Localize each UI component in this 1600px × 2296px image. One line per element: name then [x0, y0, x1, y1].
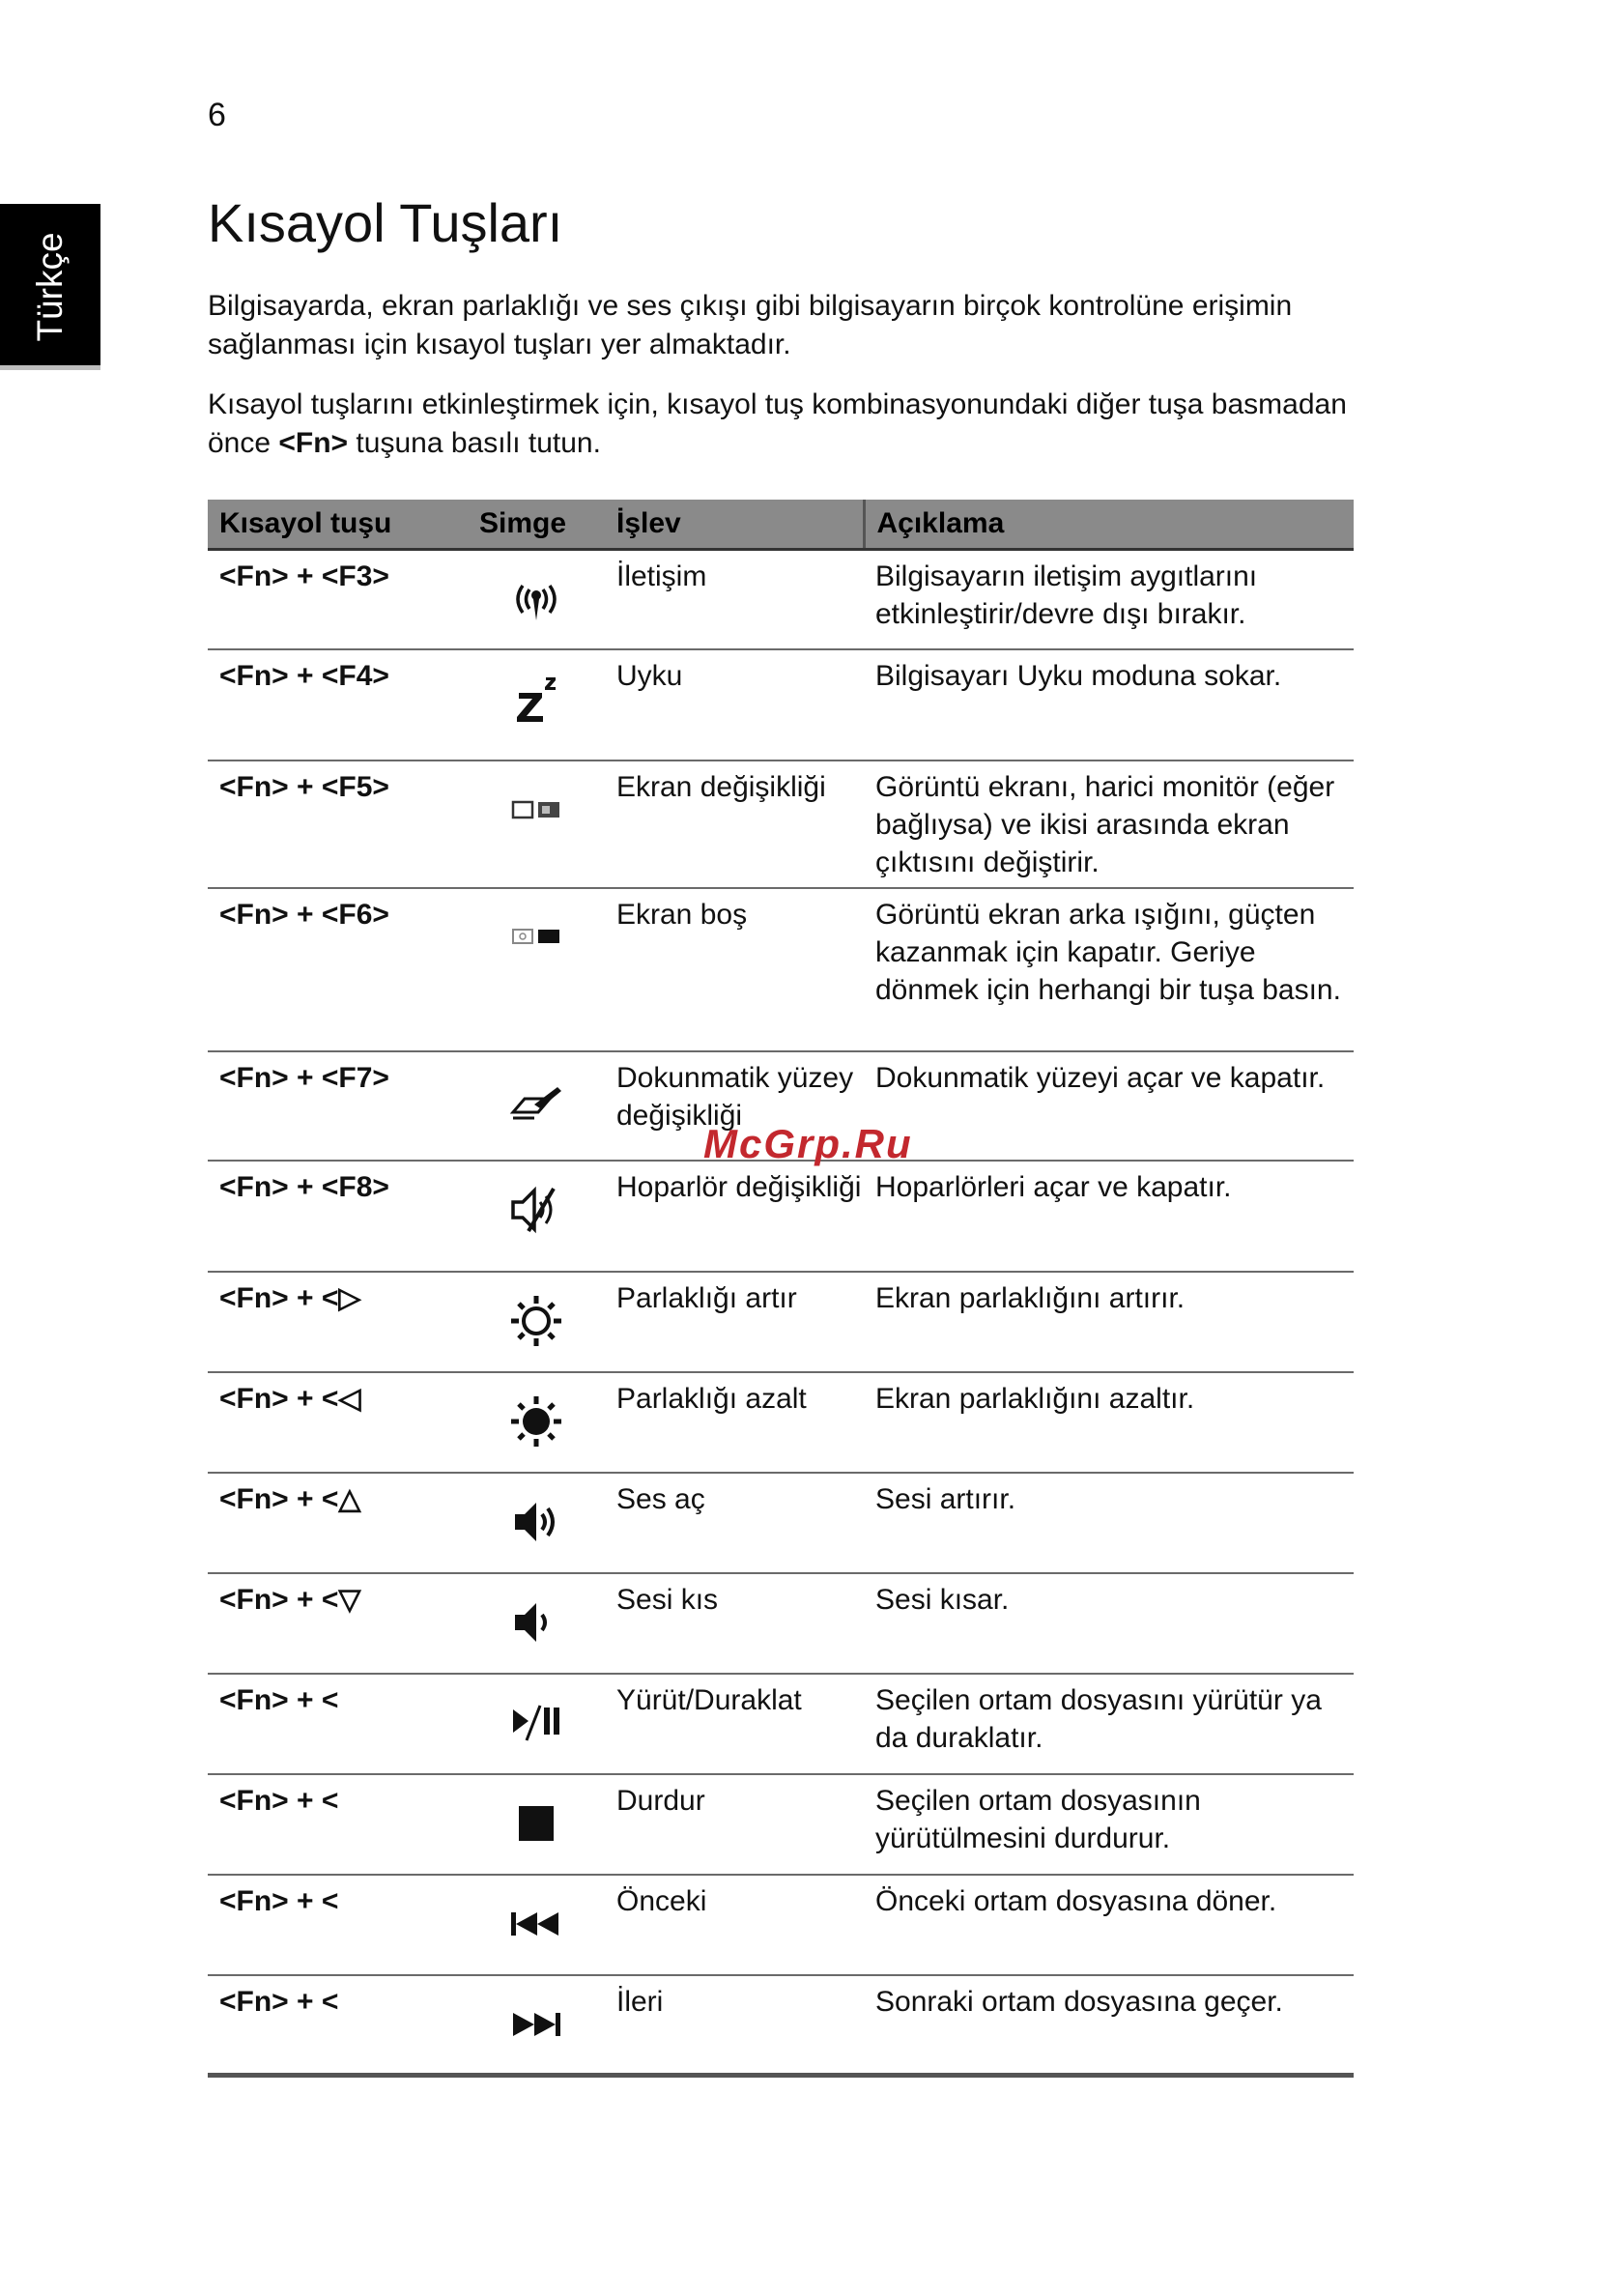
shortcut-key: <Fn> + <F3> [208, 550, 468, 649]
shortcut-key: <Fn> + <△ [208, 1473, 468, 1573]
language-label: Türkçe [30, 232, 70, 342]
function-label: İletişim [605, 550, 864, 649]
volume-up-icon [505, 1491, 567, 1553]
table-header-row [208, 500, 1354, 550]
brightness-up-icon [505, 1290, 567, 1352]
function-label: Parlaklığı artır [605, 1272, 864, 1372]
shortcut-key: <Fn> + < [208, 1975, 468, 2076]
watermark-text: McGrp.Ru [703, 1121, 913, 1166]
function-label: Uyku [605, 649, 864, 761]
description-text: Seçilen ortam dosyasının yürütülmesini durdurur. [864, 1774, 1354, 1875]
table-row [208, 761, 1354, 888]
shortcut-key: <Fn> + <F4> [208, 649, 468, 761]
table-row [208, 649, 1354, 761]
icon-cell [468, 1774, 605, 1875]
icon-cell [468, 1975, 605, 2076]
table-row [208, 1975, 1354, 2076]
function-label: Önceki [605, 1875, 864, 1975]
icon-cell [468, 1161, 605, 1272]
fn-key-label: <Fn> [278, 427, 349, 459]
description-text: Ekran parlaklığını azaltır. [864, 1372, 1354, 1473]
shortcut-key: <Fn> + < [208, 1674, 468, 1774]
shortcut-key: <Fn> + <F8> [208, 1161, 468, 1272]
volume-down-icon [505, 1592, 567, 1653]
wireless-icon [505, 568, 567, 630]
description-text: Hoparlörleri açar ve kapatır. [864, 1161, 1354, 1272]
next-icon [505, 1994, 567, 2055]
touchpad-icon [505, 1070, 567, 1132]
speaker-mute-icon [505, 1179, 567, 1241]
description-text: Bilgisayarı Uyku moduna sokar. [864, 649, 1354, 761]
table-row [208, 1774, 1354, 1875]
icon-cell [468, 1573, 605, 1674]
intro-text-before: Kısayol tuşlarını etkinleştirmek için, kısayol tuş kombinasyonundaki diğer tuşa basmadan önce [208, 388, 1347, 459]
function-label: Ekran boş [605, 888, 864, 1051]
icon-cell [468, 1473, 605, 1573]
function-label: Ekran değişikliği [605, 761, 864, 888]
stop-icon [505, 1793, 567, 1854]
table-row [208, 1674, 1354, 1774]
description-text: Bilgisayarın iletişim aygıtlarını etkinleştirir/devre dışı bırakır. [864, 550, 1354, 649]
shortcut-table [208, 500, 1354, 2078]
shortcut-key: <Fn> + < [208, 1875, 468, 1975]
shortcut-key: <Fn> + <◁ [208, 1372, 468, 1473]
sleep-icon [505, 668, 567, 730]
header-icon: Simge [468, 500, 605, 550]
header-description: Açıklama [864, 500, 1354, 550]
header-shortcut: Kısayol tuşu [208, 500, 468, 550]
intro-paragraph-1: Bilgisayarda, ekran parlaklığı ve ses çıkışı gibi bilgisayarın birçok kontrolüne erişimin sağlanması için kısayol tuşları yer almaktadır. [208, 290, 1293, 360]
icon-cell [468, 1272, 605, 1372]
icon-cell [468, 761, 605, 888]
shortcut-key: <Fn> + <▽ [208, 1573, 468, 1674]
shortcut-key: <Fn> + <▷ [208, 1272, 468, 1372]
shortcut-key: <Fn> + <F7> [208, 1051, 468, 1161]
description-text: Sonraki ortam dosyasına geçer. [864, 1975, 1354, 2076]
function-label: Yürüt/Duraklat [605, 1674, 864, 1774]
table-row [208, 1875, 1354, 1975]
description-text: Seçilen ortam dosyasını yürütür ya da duraklatır. [864, 1674, 1354, 1774]
description-text: Önceki ortam dosyasına döner. [864, 1875, 1354, 1975]
description-text: Görüntü ekran arka ışığını, güçten kazanmak için kapatır. Geriye dönmek için herhangi bir tuşa basın. [864, 888, 1354, 1051]
shortcut-key: <Fn> + <F6> [208, 888, 468, 1051]
icon-cell [468, 550, 605, 649]
table-row [208, 1473, 1354, 1573]
table-row [208, 1272, 1354, 1372]
shortcut-key: <Fn> + < [208, 1774, 468, 1875]
function-label: Parlaklığı azalt [605, 1372, 864, 1473]
table-row [208, 1573, 1354, 1674]
page-number: 6 [208, 97, 226, 133]
function-label: İleri [605, 1975, 864, 2076]
function-label: Dokunmatik yüzey değişikliği [605, 1051, 864, 1161]
shortcut-key: <Fn> + <F5> [208, 761, 468, 888]
function-label: Durdur [605, 1774, 864, 1875]
icon-cell [468, 1674, 605, 1774]
intro-text-after: tuşuna basılı tutun. [348, 427, 601, 459]
table-row [208, 1372, 1354, 1473]
icon-cell [468, 888, 605, 1051]
table-row [208, 550, 1354, 649]
page-title: Kısayol Tuşları [208, 192, 563, 253]
icon-cell [468, 1875, 605, 1975]
intro-paragraph-2 [208, 386, 1367, 463]
description-text: Ekran parlaklığını artırır. [864, 1272, 1354, 1372]
icon-cell [468, 1051, 605, 1161]
table-row [208, 1161, 1354, 1272]
function-label: Hoparlör değişikliği [605, 1161, 864, 1272]
previous-icon [505, 1893, 567, 1955]
description-text: Dokunmatik yüzeyi açar ve kapatır. [864, 1051, 1354, 1161]
screen-blank-icon [505, 906, 567, 968]
play-pause-icon [505, 1692, 567, 1754]
display-toggle-icon [505, 779, 567, 841]
icon-cell [468, 649, 605, 761]
header-function: İşlev [605, 500, 864, 550]
language-side-tab [0, 204, 100, 370]
description-text: Sesi kısar. [864, 1573, 1354, 1674]
function-label: Ses aç [605, 1473, 864, 1573]
description-text: Sesi artırır. [864, 1473, 1354, 1573]
function-label: Sesi kıs [605, 1573, 864, 1674]
brightness-down-icon [505, 1391, 567, 1452]
description-text: Görüntü ekranı, harici monitör (eğer bağlıysa) ve ikisi arasında ekran çıktısını değiştirir. [864, 761, 1354, 888]
table-row [208, 888, 1354, 1051]
icon-cell [468, 1372, 605, 1473]
